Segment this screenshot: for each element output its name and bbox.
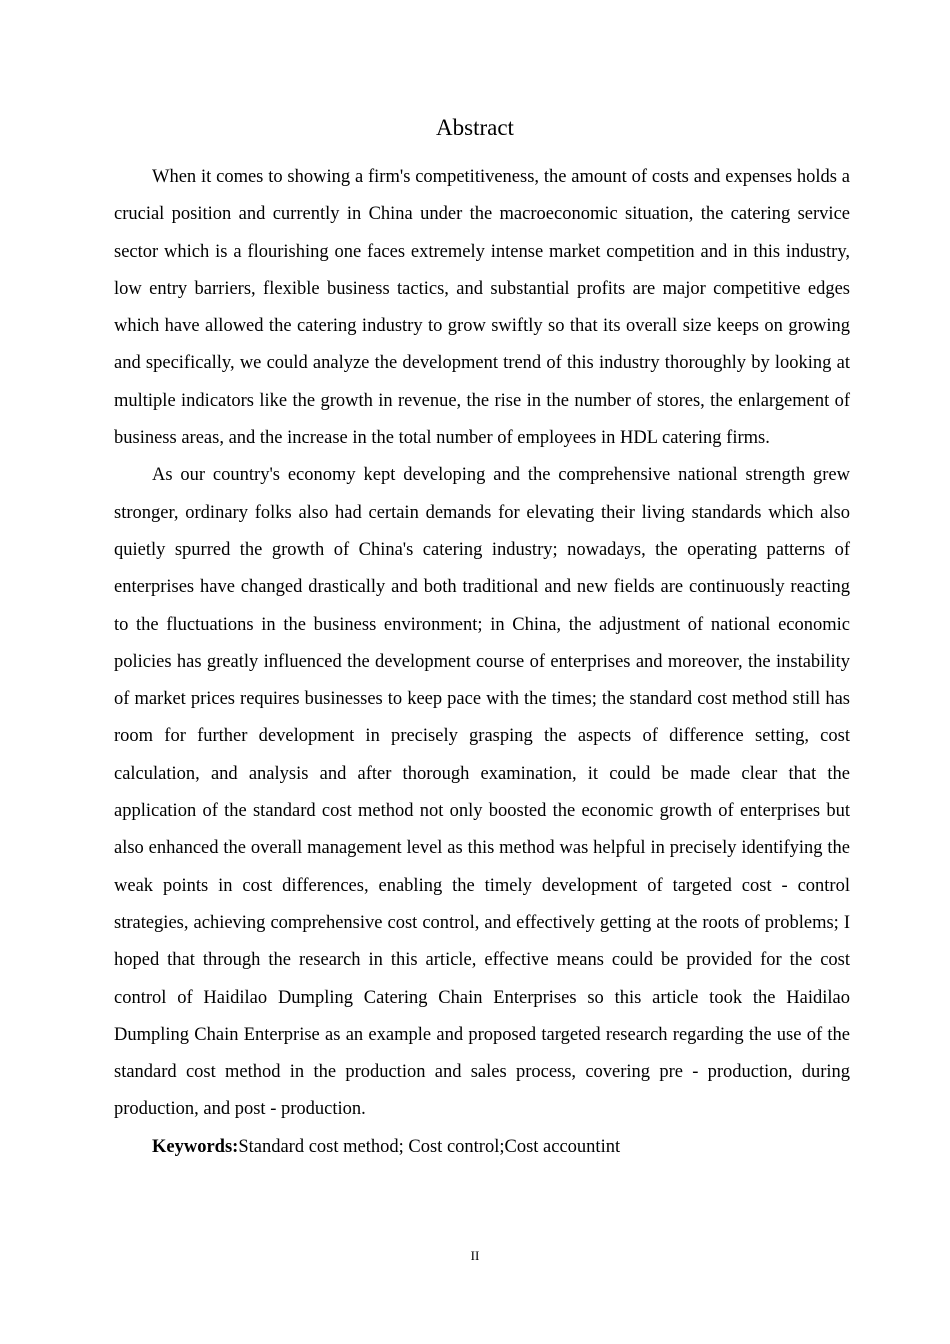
page-number: II — [470, 1248, 480, 1263]
abstract-paragraph-1: When it comes to showing a firm's competitiveness, the amount of costs and expenses holds a crucial position and currently in China under the macroeconomic situation, the catering service sector which is a flourishing one faces extremely intense market competition and in this industry, low entry barriers, flexible business tactics, and substantial profits are major competitive edges which have allowed the catering industry to grow swiftly so that its overall size keeps on growing and specifically, we could analyze the development trend of this industry thoroughly by looking at multiple indicators like the growth in revenue, the rise in the number of stores, the enlargement of business areas, and the increase in the total number of employees in HDL catering firms. — [114, 167, 850, 449]
keywords-label: Keywords: — [152, 1136, 239, 1157]
abstract-paragraph-2: As our country's economy kept developing and the comprehensive national strength grew stronger, ordinary folks also had certain demands for elevating their living standards which also quietly spurred the growth of China's catering industry; nowadays, the operating patterns of enterprises have changed drastically and both traditional and new fields are continuously reacting to the fluctuations in the business environment; in China, the adjustment of national economic policies has greatly influenced the development course of enterprises and moreover, the instability of market prices requires businesses to keep pace with the times; the standard cost method still has room for further development in precisely grasping the aspects of difference setting, cost calculation, and analysis and after thorough examination, it could be made clear that the application of the standard cost method not only boosted the economic growth of enterprises but also enhanced the overall management level as this method was helpful in precisely identifying the weak points in cost differences, enabling the timely development of targeted cost - control strategies, achieving comprehensive cost control, and effectively getting at the roots of problems; I hoped that through the research in this article, effective means could be provided for the cost control of Haidilao Dumpling Catering Chain Enterprises so this article took the Haidilao Dumpling Chain Enterprise as an example and proposed targeted research regarding the use of the standard cost method in the production and sales process, covering pre - production, during production, and post - production. — [114, 465, 850, 1120]
keywords-value: Standard cost method; Cost control;Cost accountint — [238, 1136, 621, 1157]
abstract-body — [114, 159, 850, 1166]
abstract-title: Abstract — [436, 115, 514, 140]
keywords-line — [114, 1129, 850, 1166]
